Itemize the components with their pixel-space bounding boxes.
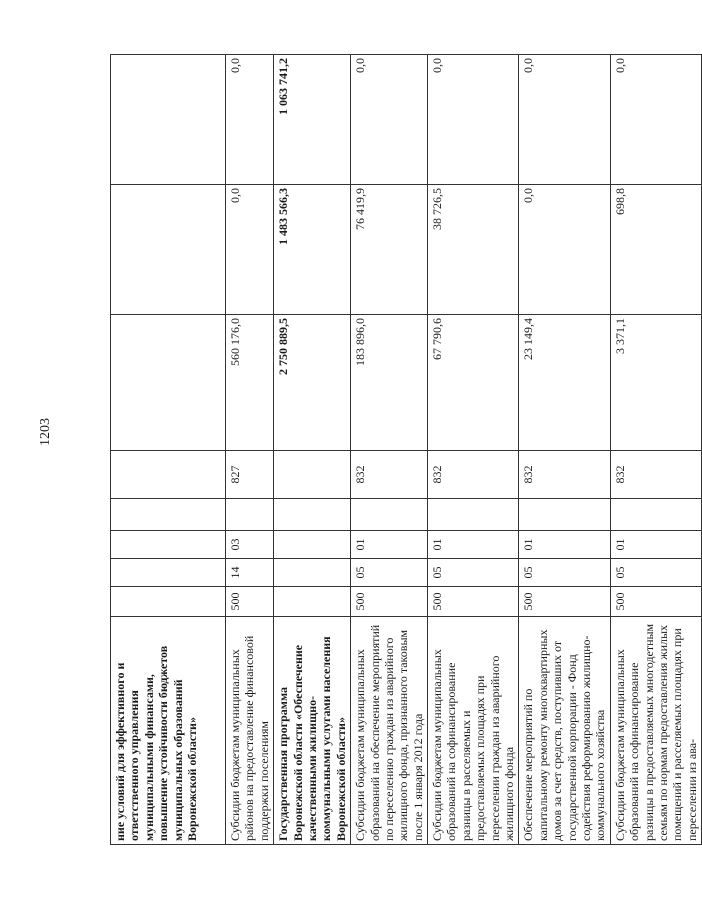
- target-code: [351, 499, 428, 531]
- ministry-code: 500: [226, 587, 274, 617]
- kind-code: [111, 451, 226, 499]
- kind-code: 832: [428, 451, 519, 499]
- row-name: Субсидии бюджетам муниципальных районов на предоставление финансовой поддержки поселениям: [226, 617, 274, 845]
- value-year-2: [111, 185, 226, 315]
- value-year-3: 0,0: [610, 55, 701, 185]
- ministry-code: 500: [519, 587, 610, 617]
- target-code: [519, 499, 610, 531]
- value-year-3: [111, 55, 226, 185]
- table-row: [610, 55, 701, 845]
- row-name: Субсидии бюджетам муниципальных образований на обеспечение мероприятий по переселению граждан из аварийного жилищного фонда, признанного таковым после 1 января 2012 года: [351, 617, 428, 845]
- value-year-1: 23 149,4: [519, 315, 610, 451]
- kind-code: 832: [351, 451, 428, 499]
- value-year-1: 67 790,6: [428, 315, 519, 451]
- value-year-1: 3 371,1: [610, 315, 701, 451]
- kind-code: [274, 451, 351, 499]
- value-year-2: 1 483 566,3: [274, 185, 351, 315]
- ministry-code: 500: [428, 587, 519, 617]
- ministry-code: 500: [351, 587, 428, 617]
- value-year-2: 0,0: [226, 185, 274, 315]
- row-name: Субсидии бюджетам муниципальных образований на софинансирование разницы в расселяемых и предоставляемых площадях при переселении граждан из аварийного жилищного фонда: [428, 617, 519, 845]
- section-code: [274, 559, 351, 587]
- target-code: [274, 499, 351, 531]
- value-year-1: 560 176,0: [226, 315, 274, 451]
- section-code: 05: [351, 559, 428, 587]
- table-row: [428, 55, 519, 845]
- value-year-1: 183 896,0: [351, 315, 428, 451]
- value-year-2: 38 726,5: [428, 185, 519, 315]
- kind-code: 827: [226, 451, 274, 499]
- subsection-code: 03: [226, 531, 274, 559]
- table-row: [226, 55, 274, 845]
- kind-code: 832: [610, 451, 701, 499]
- row-name: Обеспечение мероприятий по капитальному ремонту многоквартирных домов за счет средств, поступивших от государственной корпорации - Фонд содействия реформированию жилищно-коммунального хозяйства: [519, 617, 610, 845]
- value-year-1: [111, 315, 226, 451]
- table-row: [274, 55, 351, 845]
- subsection-code: [111, 531, 226, 559]
- kind-code: 832: [519, 451, 610, 499]
- section-code: 14: [226, 559, 274, 587]
- value-year-2: 0,0: [519, 185, 610, 315]
- value-year-3: 0,0: [226, 55, 274, 185]
- target-code: [428, 499, 519, 531]
- table-row: [519, 55, 610, 845]
- value-year-3: 0,0: [519, 55, 610, 185]
- value-year-2: 76 419,9: [351, 185, 428, 315]
- target-code: [610, 499, 701, 531]
- budget-table: [110, 54, 702, 845]
- value-year-1: 2 750 889,5: [274, 315, 351, 451]
- subsection-code: [274, 531, 351, 559]
- subsection-code: 01: [428, 531, 519, 559]
- value-year-3: 0,0: [428, 55, 519, 185]
- row-name: ние условий для эффективного и ответственного управления муниципальными финансами, повышение устойчивости бюджетов муниципальных образований Воронежской области»: [111, 617, 226, 845]
- subsection-code: 01: [610, 531, 701, 559]
- subsection-code: 01: [519, 531, 610, 559]
- section-code: [111, 559, 226, 587]
- row-name: Государственная программа Воронежской области «Обеспечение качественными жилищно-коммунальными услугами населения Воронежской области»: [274, 617, 351, 845]
- value-year-2: 698,8: [610, 185, 701, 315]
- value-year-3: 0,0: [351, 55, 428, 185]
- section-code: 05: [428, 559, 519, 587]
- rotated-table-container: [110, 55, 699, 845]
- row-name: Субсидии бюджетам муниципальных образований на софинансирование разницы в предоставляемых многодетным семьям по нормам предоставления жилых помещений и расселяемых площадях при переселении из ава-: [610, 617, 701, 845]
- table-row: [351, 55, 428, 845]
- section-code: 05: [610, 559, 701, 587]
- table-row: [111, 55, 226, 845]
- ministry-code: [274, 587, 351, 617]
- section-code: 05: [519, 559, 610, 587]
- target-code: [226, 499, 274, 531]
- ministry-code: 500: [610, 587, 701, 617]
- ministry-code: [111, 587, 226, 617]
- value-year-3: 1 063 741,2: [274, 55, 351, 185]
- page-number: 1203: [38, 418, 53, 446]
- target-code: [111, 499, 226, 531]
- subsection-code: 01: [351, 531, 428, 559]
